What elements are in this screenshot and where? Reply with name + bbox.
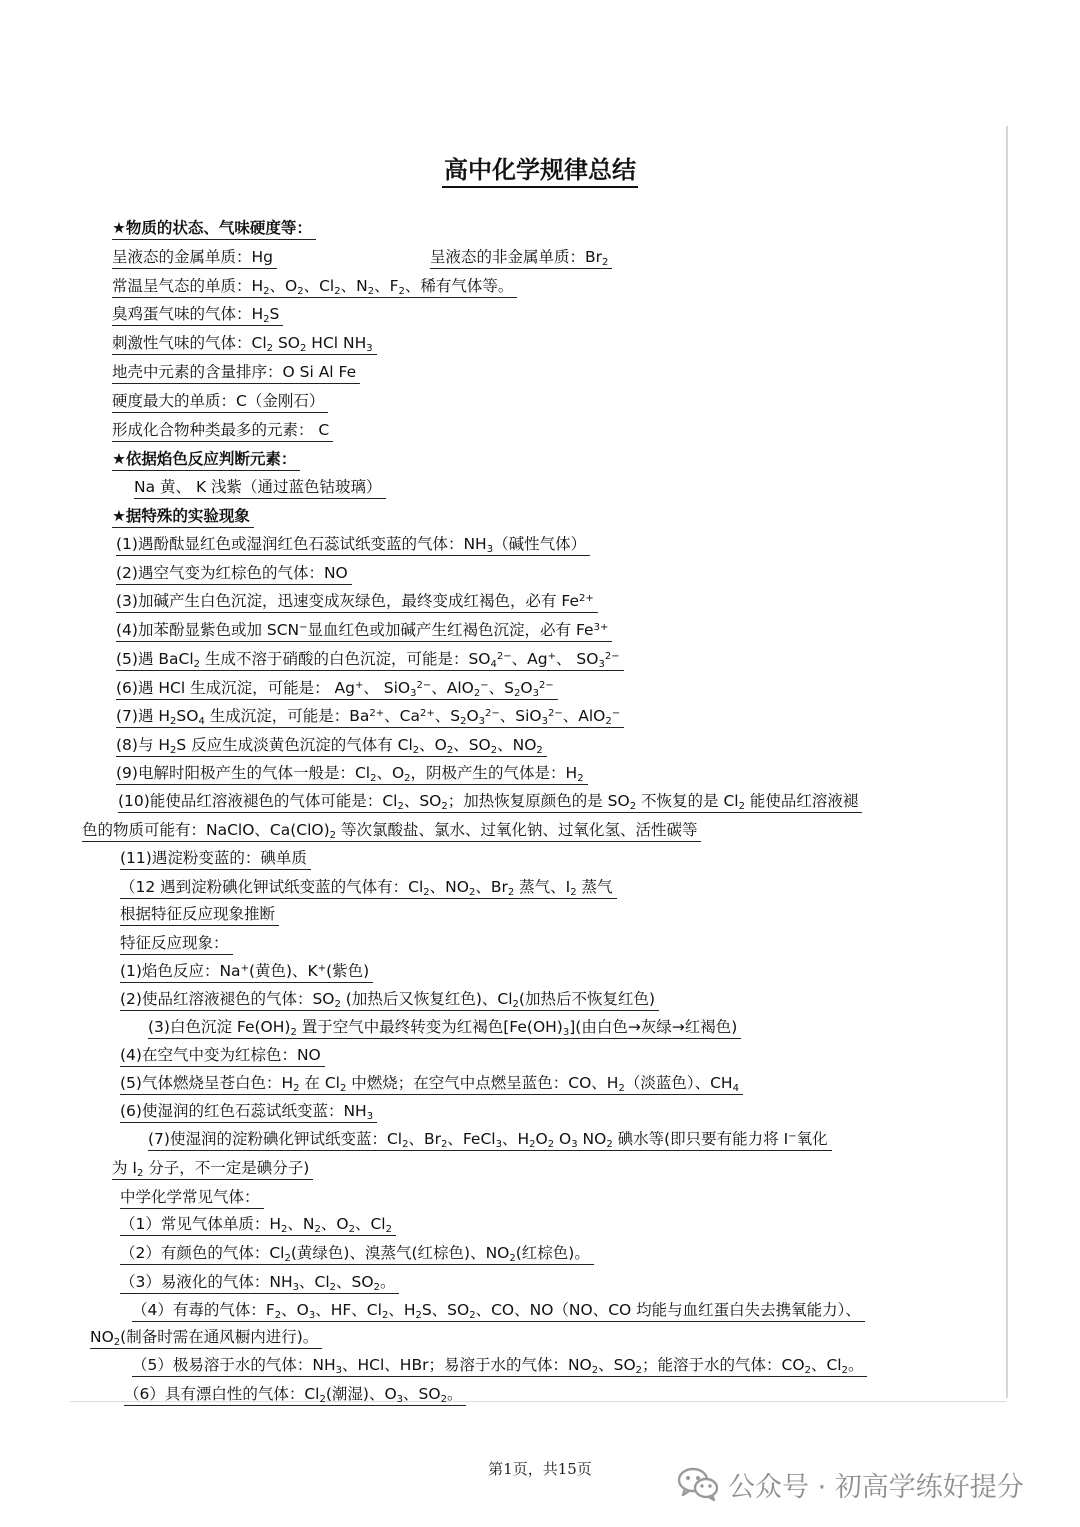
text-line: 臭鸡蛋气味的气体：$H_2S$	[112, 303, 283, 326]
text-line: （2）有颜色的气体：$Cl_2$(黄绿色)、溴蒸气(红棕色)、$NO_2$(红棕色)。	[120, 1242, 594, 1265]
text-line: (6)遇 HCl 生成沉淀，可能是： Ag+、 SiO$_3^{2-}$、AlO$_2$−、$S_2O_3^{2-}$	[116, 677, 558, 700]
text-line: (7)使湿润的淀粉碘化钾试纸变蓝：$Cl_2$、$Br_2$、FeCl$_3$、$H_2O_2$ $O_3$ $NO_2$ 碘水等(即只要有能力将 I−氧化	[148, 1128, 832, 1151]
text-line: (9)电解时阳极产生的气体一般是：$Cl_2$、$O_2$，阴极产生的气体是：$H_2$	[116, 762, 588, 785]
text-line: 特征反应现象：	[120, 932, 233, 955]
text-line: (6)使湿润的红色石蕊试纸变蓝：$NH_3$	[120, 1100, 377, 1123]
text-line: Na 黄、 K 浅紫（通过蓝色钴玻璃）	[134, 476, 386, 499]
text-line: (4)在空气中变为红棕色：NO	[120, 1044, 325, 1067]
text-line: (2)使品红溶液褪色的气体：$SO_2$ (加热后又恢复红色)、$Cl_2$(加热后不恢复红色)	[120, 988, 659, 1011]
text-line: (11)遇淀粉变蓝的：碘单质	[120, 847, 311, 870]
text-line: 根据特征反应现象推断	[120, 903, 279, 926]
text-line: (1)遇酚酞显红色或湿润红色石蕊试纸变蓝的气体：$NH_3$（碱性气体）	[116, 533, 590, 556]
text-line: 常温呈气态的单质：$H_2$、$O_2$、$Cl_2$、$N_2$、$F_2$、稀有气体等。	[112, 275, 517, 298]
text-line: （5）极易溶于水的气体：$NH_3$、HCl、HBr；易溶于水的气体：$NO_2$、$SO_2$；能溶于水的气体：$CO_2$、$Cl_2$。	[132, 1354, 867, 1377]
document-title: 高中化学规律总结	[0, 150, 1080, 185]
watermark	[676, 1464, 1024, 1504]
text-line: 形成化合物种类最多的元素： C	[112, 419, 333, 442]
watermark-text: 公众号 · 初高学练好提分	[728, 1471, 1024, 1503]
text-line: (1)焰色反应：Na+(黄色)、K+(紫色)	[120, 960, 373, 983]
text-line: 刺激性气味的气体：$Cl_2$ $SO_2$ HCl $NH_3$	[112, 332, 377, 355]
text-line: ★依据焰色反应判断元素：	[112, 448, 300, 471]
text-line: (7)遇 $H_2SO_4$ 生成沉淀，可能是：$Ba^{2+}$、$Ca^{2+}$、$S_2O_3^{2-}$、SiO$_3^{2-}$、AlO$_2$−	[116, 705, 624, 728]
text-line: 中学化学常见气体：	[120, 1186, 264, 1209]
text-line: (3)加碱产生白色沉淀，迅速变成灰绿色，最终变成红褐色，必有 $Fe^{2+}$	[116, 590, 598, 613]
text-line: （1）常见气体单质：$H_2$、$N_2$、$O_2$、$Cl_2$	[120, 1213, 396, 1236]
text-line: (3)白色沉淀 $Fe(OH)_2$ 置于空气中最终转变为红褐色$[Fe(OH)_3]$(由白色→灰绿→红褐色)	[148, 1016, 741, 1039]
text-line: (10)能使品红溶液褪色的气体可能是：$Cl_2$、$SO_2$；加热恢复原颜色的是 $SO_2$ 不恢复的是 $Cl_2$ 能使品红溶液褪	[118, 790, 862, 813]
text-line: 地壳中元素的含量排序：O Si Al Fe	[112, 361, 360, 384]
text-line: （6）具有漂白性的气体：$Cl_2$(潮湿)、$O_3$、$SO_2$。	[124, 1383, 466, 1406]
text-line: 为 $I_2$ 分子，不一定是碘分子)	[112, 1157, 313, 1180]
text-line: 呈液态的非金属单质：$Br_2$	[430, 246, 612, 269]
text-line: 呈液态的金属单质：Hg	[112, 246, 277, 269]
text-line: (5)遇 BaCl$_2$ 生成不溶于硝酸的白色沉淀，可能是：$SO_4^{2-}$、Ag+、 $SO_3^{2-}$	[116, 648, 624, 671]
text-line: ★物质的状态、气味硬度等：	[112, 217, 316, 240]
wechat-icon	[676, 1466, 720, 1502]
text-line: (2)遇空气变为红棕色的气体：NO	[116, 562, 352, 585]
text-line: （12 遇到淀粉碘化钾试纸变蓝的气体有：$Cl_2$、$NO_2$、$Br_2$ 蒸气、$I_2$ 蒸气	[120, 876, 617, 899]
text-line: (4)加苯酚显紫色或加 SCN−显血红色或加碱产生红褐色沉淀，必有 $Fe^{3+}$	[116, 619, 612, 642]
text-line: (8)与 $H_2S$ 反应生成淡黄色沉淀的气体有 $Cl_2$、$O_2$、$SO_2$、$NO_2$	[116, 734, 547, 757]
text-line: （4）有毒的气体：$F_2$、$O_3$、HF、$Cl_2$、$H_2S$、$SO_2$、CO、NO（NO、CO 均能与血红蛋白失去携氧能力）、	[132, 1299, 865, 1322]
text-line: 色的物质可能有：NaClO、$Ca(ClO)_2$ 等次氯酸盐、氯水、过氧化钠、过氧化氢、活性碳等	[82, 819, 701, 842]
text-line: ★据特殊的实验现象	[112, 505, 254, 528]
text-line: (5)气体燃烧呈苍白色：$H_2$ 在 $Cl_2$ 中燃烧；在空气中点燃呈蓝色：CO、$H_2$（淡蓝色）、$CH_4$	[120, 1072, 743, 1095]
text-line: 硬度最大的单质：C（金刚石）	[112, 390, 328, 413]
page-edge-right	[1006, 126, 1008, 1398]
text-line: $NO_2$(制备时需在通风橱内进行)。	[90, 1326, 322, 1349]
page-number-footer: 第1页，共15页	[488, 1460, 592, 1478]
text-line: （3）易液化的气体：$NH_3$、$Cl_2$、$SO_2$。	[120, 1271, 399, 1294]
